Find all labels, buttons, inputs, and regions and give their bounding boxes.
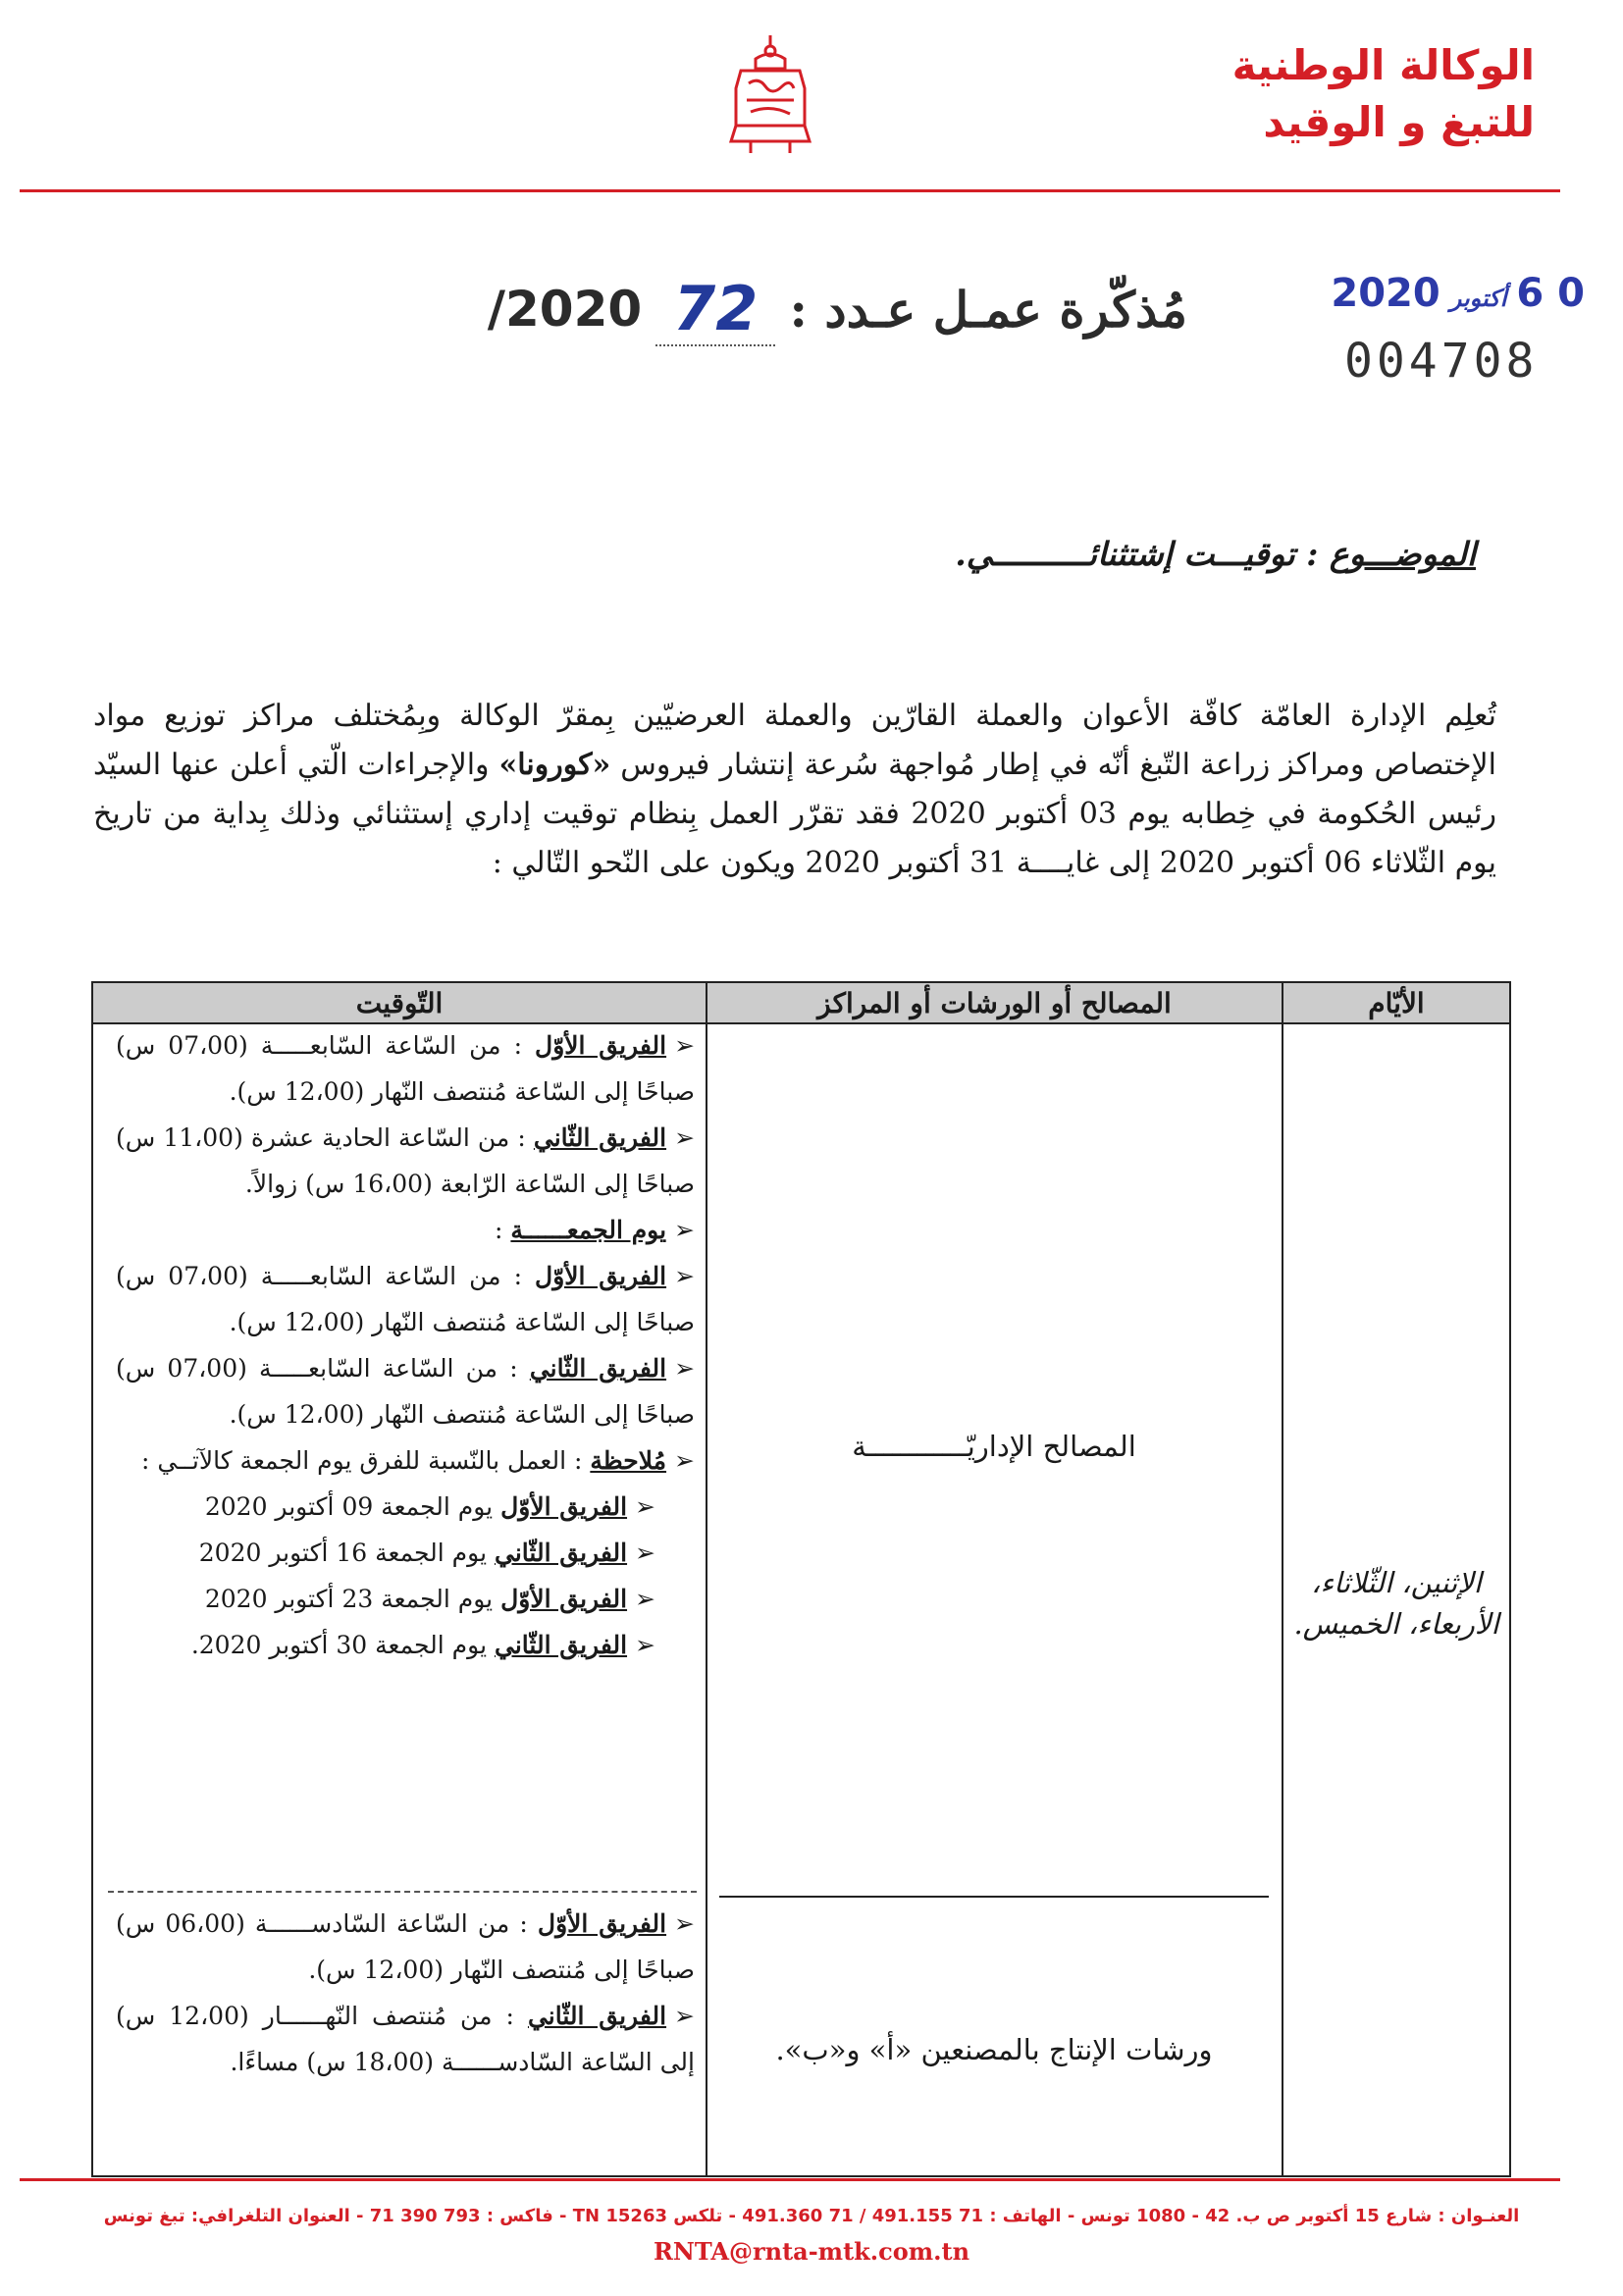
admin-timing-cell bbox=[116, 1022, 695, 1668]
intro-paragraph bbox=[93, 692, 1496, 888]
arrow-bullet-icon: ➢ bbox=[635, 1585, 655, 1613]
team-label: الفريق الثّاني bbox=[529, 1354, 667, 1383]
footer-address: العنـوان : شارع 15 أكتوبر ص ب. 42 - 1080 تونس - الهاتف : 71 491.155 / 71 491.360 - تلكس 15263 TN - فاكس : 793 390 71 - العنوان التلغرافي: تبغ تونس bbox=[103, 2206, 1520, 2226]
timing-text: : العمل بالنّسبة للفرق يوم الجمعة كالآتــي : bbox=[141, 1446, 583, 1475]
memo-title-label: مُذكّرة عمـل عـدد : bbox=[789, 280, 1187, 339]
arrow-bullet-icon: ➢ bbox=[674, 1031, 696, 1060]
timing-text: : من مُنتصف النّهــــــار (12،00 س) إلى السّاعة السّادســــــة (18،00 س) مساءًا. bbox=[116, 2002, 695, 2076]
organization-name bbox=[1232, 37, 1535, 151]
arrow-bullet-icon: ➢ bbox=[674, 1262, 696, 1290]
unit-workshops: ورشات الإنتاج بالمصنعين «أ» و«ب». bbox=[775, 2033, 1213, 2066]
intro-part1: تُعلِم الإدارة العامّة كافّة الأعوان والعملة القارّين والعملة العرضيّين بِمقرّ الوكالة وبِمُختلف مراكز توزيع مواد الإختصاص ومراكز زراعة التّبغ أنّه في إطار مُواجهة سُرعة إنتشار فيروس bbox=[93, 699, 1496, 782]
timing-text: : من السّاعة السّابعـــــة (07،00 س) صباحًا إلى السّاعة مُنتصف النّهار (12،00 س). bbox=[116, 1031, 695, 1106]
team-label: الفريق الثّاني bbox=[495, 1631, 628, 1659]
memo-title bbox=[481, 265, 1187, 353]
timing-text: يوم الجمعة 23 أكتوبر 2020 bbox=[204, 1585, 494, 1613]
stamp-month: أكتوبر bbox=[1449, 285, 1507, 312]
stamp-day: 0 6 bbox=[1516, 271, 1585, 316]
memo-number: 72 bbox=[655, 273, 775, 346]
unit-admin: المصالح الإداريّــــــــــــة bbox=[852, 1430, 1136, 1463]
timing-text: : من السّاعة الحادية عشرة (11،00 س) صباحًا إلى السّاعة الرّابعة (16،00 س) زوالاً. bbox=[116, 1123, 695, 1198]
header-timing: التّوقيت bbox=[93, 983, 706, 1024]
memo-year: 2020/ bbox=[487, 281, 643, 338]
timing-item bbox=[116, 1253, 695, 1345]
unit-separator bbox=[719, 1896, 1269, 1898]
arrow-bullet-icon: ➢ bbox=[635, 1492, 655, 1521]
intro-part2: والإجراءات الّتي أعلن عنها السيّد رئيس الحُكومة في خِطابه يوم 03 أكتوبر 2020 فقد تقرّر العمل بِنظام توقيت إداري إستثنائي وذلك بِداية من تاريخ يوم الثّلاثاء 06 أكتوبر 2020 إلى غايــــة 31 أكتوبر 2020 ويكون على النّحو التّالي : bbox=[93, 748, 1496, 880]
team-label: الفريق الأوّل bbox=[535, 1262, 667, 1290]
subject-line bbox=[955, 535, 1476, 573]
timing-text: : bbox=[495, 1216, 503, 1244]
timing-item bbox=[116, 1115, 695, 1207]
team-label: الفريق الثّاني bbox=[527, 2002, 667, 2030]
timing-item bbox=[116, 1437, 695, 1484]
timing-text: : من السّاعة السّابعـــــة (07،00 س) صباحًا إلى السّاعة مُنتصف النّهار (12،00 س). bbox=[116, 1354, 695, 1429]
timing-item bbox=[116, 1530, 695, 1576]
timing-separator bbox=[108, 1891, 697, 1893]
team-label: الفريق الثّاني bbox=[495, 1539, 628, 1567]
team-label: الفريق الثّاني bbox=[533, 1123, 667, 1152]
arrow-bullet-icon: ➢ bbox=[674, 1446, 695, 1475]
rnta-emblem-icon bbox=[711, 29, 829, 157]
register-number: 004708 bbox=[1344, 334, 1539, 389]
arrow-bullet-icon: ➢ bbox=[674, 1354, 696, 1383]
org-name-line2: للتبغ و الوقيد bbox=[1263, 98, 1535, 146]
timing-item bbox=[116, 1345, 695, 1437]
subject-text: : توقيـــت إشتثنائــــــــــي. bbox=[955, 535, 1319, 573]
timing-item bbox=[116, 1207, 695, 1253]
timing-item bbox=[116, 1022, 695, 1115]
org-name-line1: الوكالة الوطنية bbox=[1231, 41, 1535, 89]
stamp-year: 2020 bbox=[1331, 271, 1440, 316]
workshop-timing-cell bbox=[116, 1901, 695, 2085]
team-label: مُلاحظة bbox=[590, 1446, 667, 1475]
timing-item bbox=[116, 1484, 695, 1530]
intro-virus-name: «كورونا» bbox=[498, 748, 611, 782]
team-label: الفريق الأوّل bbox=[535, 1031, 667, 1060]
date-stamp bbox=[1331, 271, 1585, 316]
column-divider bbox=[1282, 983, 1283, 2175]
timing-text: : من السّاعة السّابعـــــة (07،00 س) صباحًا إلى السّاعة مُنتصف النّهار (12،00 س). bbox=[116, 1262, 695, 1336]
timing-item bbox=[116, 1622, 695, 1668]
timing-item bbox=[116, 1901, 695, 1993]
header-divider bbox=[20, 189, 1560, 192]
team-label: الفريق الأوّل bbox=[500, 1585, 628, 1613]
days-cell: الإثنين، الثّلاثاء، الأربعاء، الخميس. bbox=[1293, 1566, 1499, 1641]
subject-label: الموضـــوع bbox=[1329, 535, 1476, 573]
timing-text: يوم الجمعة 30 أكتوبر 2020. bbox=[190, 1631, 488, 1659]
column-divider bbox=[706, 983, 707, 2175]
timing-text: يوم الجمعة 09 أكتوبر 2020 bbox=[204, 1492, 494, 1521]
arrow-bullet-icon: ➢ bbox=[674, 1123, 696, 1152]
timing-item bbox=[116, 1576, 695, 1622]
arrow-bullet-icon: ➢ bbox=[674, 2002, 695, 2030]
timing-text: يوم الجمعة 16 أكتوبر 2020 bbox=[198, 1539, 488, 1567]
footer-email: RNTA@rnta-mtk.com.tn bbox=[653, 2237, 970, 2266]
footer-divider bbox=[20, 2178, 1560, 2181]
header-days: الأيّام bbox=[1283, 983, 1509, 1024]
arrow-bullet-icon: ➢ bbox=[635, 1539, 655, 1567]
header-units: المصالح أو الورشات أو المراكز bbox=[707, 983, 1282, 1024]
team-label: الفريق الأوّل bbox=[537, 1909, 667, 1938]
arrow-bullet-icon: ➢ bbox=[674, 1909, 695, 1938]
arrow-bullet-icon: ➢ bbox=[674, 1216, 695, 1244]
timing-text: : من السّاعة السّادســــــة (06،00 س) صباحًا إلى مُنتصف النّهار (12،00 س). bbox=[116, 1909, 695, 1984]
arrow-bullet-icon: ➢ bbox=[635, 1631, 655, 1659]
timing-item bbox=[116, 1993, 695, 2085]
team-label: الفريق الأوّل bbox=[500, 1492, 628, 1521]
schedule-table bbox=[91, 981, 1511, 2177]
team-label: يوم الجمعــــــة bbox=[510, 1216, 667, 1244]
